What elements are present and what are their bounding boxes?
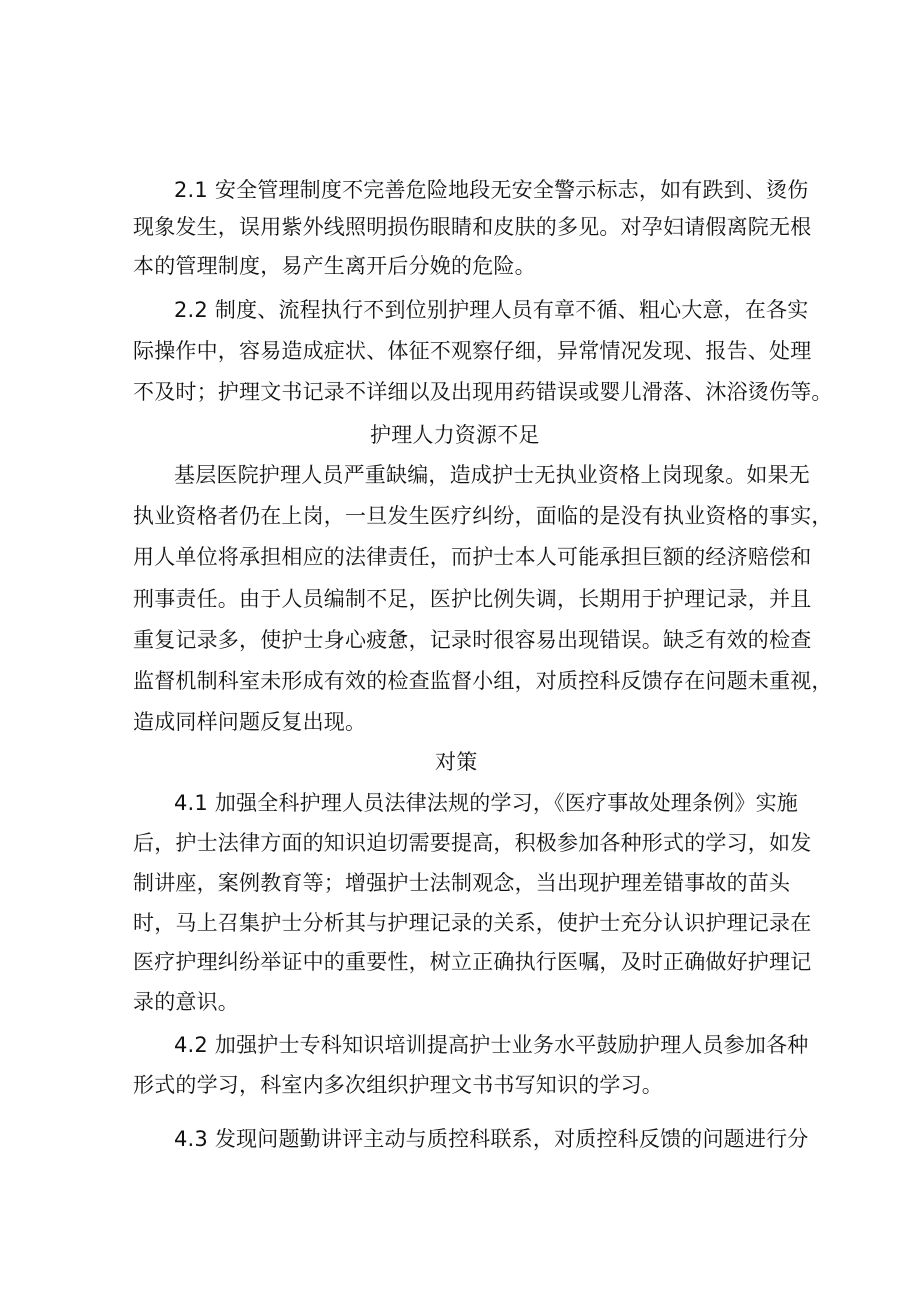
- paragraph-manpower-line-7: 造成同样问题反复出现。: [133, 710, 367, 734]
- paragraph-4-1-line-1: 4.1 加强全科护理人员法律法规的学习，《医疗事故处理条例》实施: [174, 791, 798, 815]
- paragraph-2-2-line-1: 2.2 制度、流程执行不到位别护理人员有章不循、粗心大意，在各实: [174, 298, 809, 322]
- paragraph-manpower-line-1: 基层医院护理人员严重缺编，造成护士无执业资格上岗现象。如果无: [174, 463, 810, 487]
- heading-countermeasures: 对策: [435, 750, 478, 774]
- paragraph-4-2-line-2: 形式的学习，科室内多次组织护理文书书写知识的学习。: [133, 1073, 663, 1097]
- paragraph-manpower-line-6: 监督机制科室未形成有效的检查监督小组，对质控科反馈存在问题未重视，: [133, 669, 833, 693]
- paragraph-manpower-line-5: 重复记录多，使护士身心疲惫，记录时很容易出现错误。缺乏有效的检查: [133, 628, 812, 652]
- paragraph-2-1-line-1: 2.1 安全管理制度不完善危险地段无安全警示标志，如有跌到、烫伤: [174, 178, 809, 202]
- paragraph-4-2-line-1: 4.2 加强护士专科知识培训提高护士业务水平鼓励护理人员参加各种: [174, 1033, 809, 1057]
- paragraph-4-1-line-2: 后，护士法律方面的知识迫切需要提高，积极参加各种形式的学习，如发: [133, 831, 812, 855]
- paragraph-2-2-line-2: 际操作中，容易造成症状、体征不观察仔细，异常情况发现、报告、处理: [133, 339, 812, 363]
- paragraph-manpower-line-3: 用人单位将承担相应的法律责任，而护士本人可能承担巨额的经济赔偿和: [133, 545, 812, 569]
- paragraph-4-3-line-1: 4.3 发现问题勤讲评主动与质控科联系，对质控科反馈的问题进行分: [174, 1127, 809, 1151]
- paragraph-4-1-line-5: 医疗护理纠纷举证中的重要性，树立正确执行医嘱，及时正确做好护理记: [133, 950, 812, 974]
- paragraph-manpower-line-4: 刑事责任。由于人员编制不足，医护比例失调，长期用于护理记录，并且: [133, 587, 812, 611]
- paragraph-2-1-line-3: 本的管理制度，易产生离开后分娩的危险。: [133, 254, 536, 278]
- paragraph-2-2-line-3: 不及时；护理文书记录不详细以及出现用药错误或婴儿滑落、沐浴烫伤等。: [133, 380, 833, 404]
- paragraph-4-1-line-3: 制讲座，案例教育等；增强护士法制观念，当出现护理差错事故的苗头: [133, 871, 791, 895]
- paragraph-4-1-line-4: 时，马上召集护士分析其与护理记录的关系，使护士充分认识护理记录在: [133, 911, 812, 935]
- paragraph-2-1-line-2: 现象发生，误用紫外线照明损伤眼睛和皮肤的多见。对孕妇请假离院无根: [133, 215, 812, 239]
- heading-manpower: 护理人力资源不足: [370, 423, 540, 447]
- paragraph-manpower-line-2: 执业资格者仍在上岗，一旦发生医疗纠纷，面临的是没有执业资格的事实，: [133, 504, 833, 528]
- paragraph-4-1-line-6: 录的意识。: [133, 990, 239, 1014]
